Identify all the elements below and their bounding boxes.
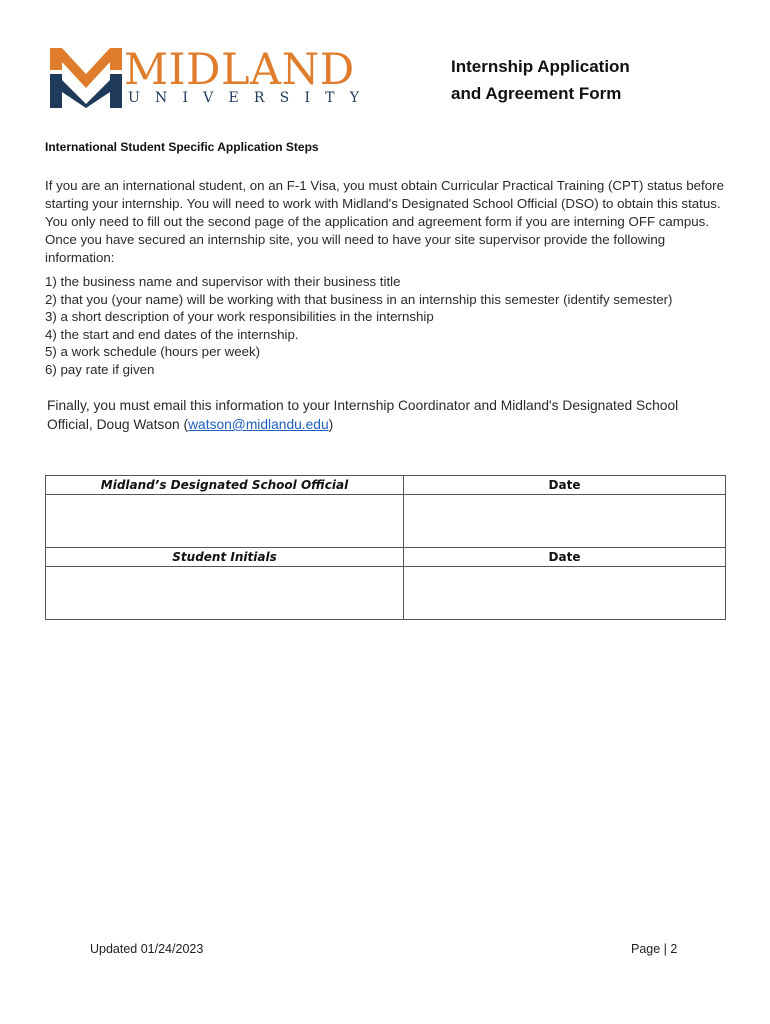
step-item: 2) that you (your name) will be working with that business in an internship this semester (identify semester) xyxy=(45,291,673,307)
midland-m-icon xyxy=(50,48,122,108)
dso-header: Midland’s Designated School Official xyxy=(46,476,404,495)
footer-page-number: Page | 2 xyxy=(631,942,678,956)
steps-list xyxy=(45,273,730,379)
form-title xyxy=(451,53,711,107)
signature-table xyxy=(45,475,726,620)
section-heading: International Student Specific Application Steps xyxy=(45,140,319,154)
step-item: 1) the business name and supervisor with their business title xyxy=(45,274,401,289)
midland-logo xyxy=(50,45,375,108)
step-item: 5) a work schedule (hours per week) xyxy=(45,344,261,360)
student-date-field[interactable] xyxy=(404,567,726,620)
step-item: 4) the start and end dates of the internship. xyxy=(45,326,299,342)
logo-wordmark: MIDLAND xyxy=(124,45,355,95)
footer-updated: Updated 01/24/2023 xyxy=(90,942,204,956)
dso-date-field[interactable] xyxy=(404,495,726,548)
finally-suffix: ) xyxy=(328,417,334,432)
step-item: 6) pay rate if given xyxy=(45,361,155,377)
form-title-line2: and Agreement Form xyxy=(451,84,622,103)
intro-paragraph: If you are an international student, on an F-1 Visa, you must obtain Curricular Practical Training (CPT) status before starting your internship. You will need to work with Midland's Designated School Official (DSO) to obtain this status. You only need to fill out the second page of the application and agreement form if you are interning OFF campus. Once you have secured an internship site, you will need to have your site supervisor provide the following information: xyxy=(45,178,724,265)
finally-text: Finally, you must email this information to your Internship Coordinator and Midland's Designated School Official, Doug Watson ( xyxy=(47,398,679,432)
date-header: Date xyxy=(404,476,726,495)
logo-subtitle: UNIVERSITY xyxy=(128,90,375,106)
dso-signature-field[interactable] xyxy=(46,495,404,548)
student-initials-header: Student Initials xyxy=(46,548,404,567)
finally-paragraph xyxy=(47,396,727,434)
date-header: Date xyxy=(404,548,726,567)
step-item: 3) a short description of your work responsibilities in the internship xyxy=(45,309,434,325)
form-title-line1: Internship Application xyxy=(451,57,630,76)
student-initials-field[interactable] xyxy=(46,567,404,620)
email-link[interactable]: watson@midlandu.edu xyxy=(188,417,329,432)
